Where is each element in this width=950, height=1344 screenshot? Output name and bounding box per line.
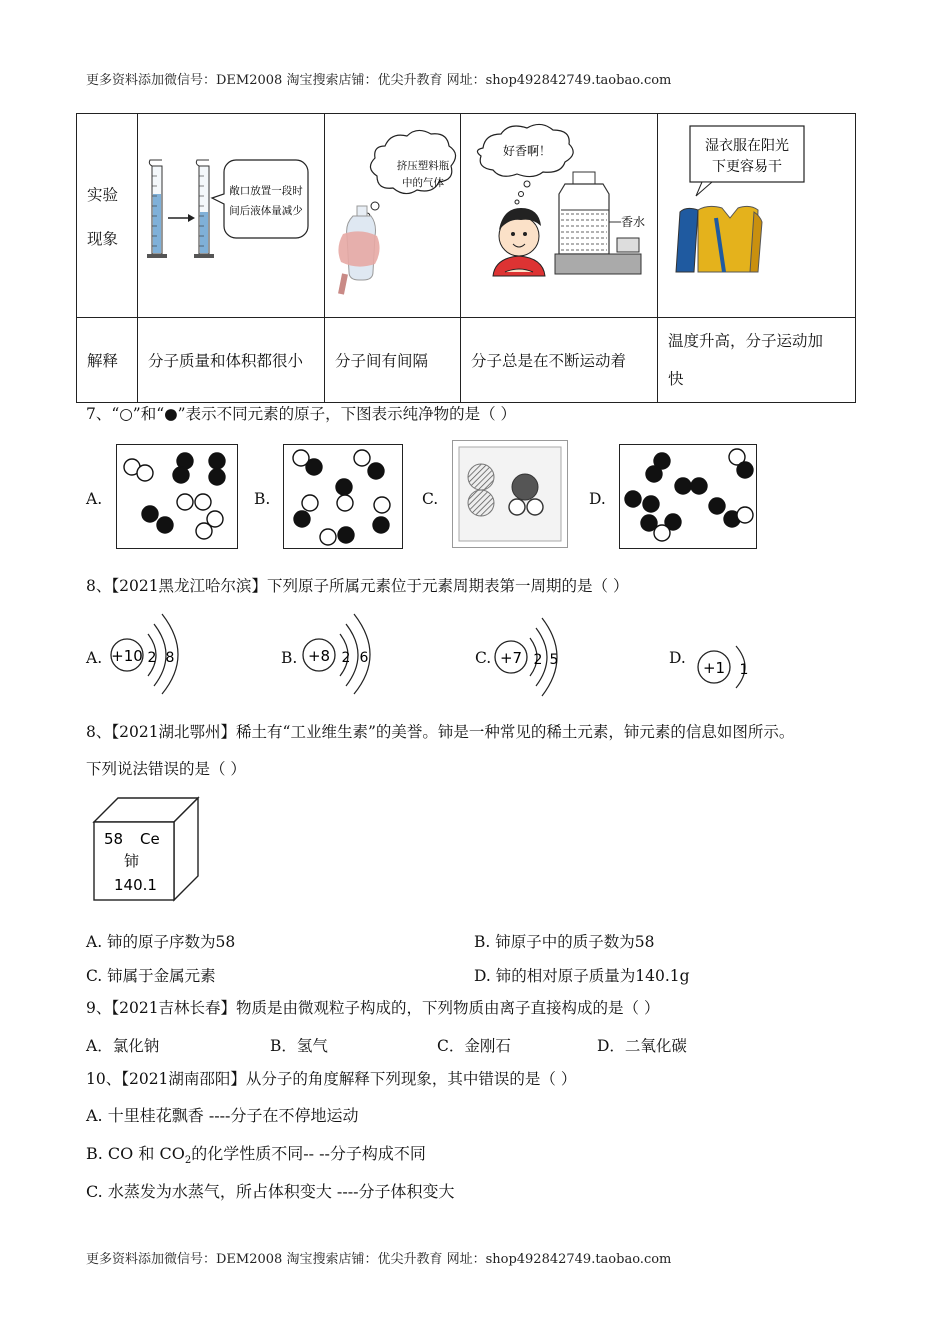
q8b-option-a: A. 铈的原子序数为58 <box>86 933 236 951</box>
q8b-stem-line1: 8、【2021湖北鄂州】稀土有“工业维生素”的美誉。铈是一种常见的稀土元素，铈元素的信息如图所示。 <box>86 723 795 741</box>
phenomenon-label-line1: 实验 <box>87 185 119 204</box>
q8a-label-b: B. <box>281 649 298 667</box>
perfume-label: 香水 <box>621 215 646 229</box>
q9-option-b: B．氢气 <box>270 1037 328 1055</box>
page-footer: 更多资料添加微信号：DEM2008 淘宝搜索店铺：优尖升教育 网址：shop492842749.taobao.com <box>86 1252 672 1267</box>
cerium-name: 铈 <box>124 852 140 870</box>
q10-option-b-sub: 2 <box>184 1155 192 1167</box>
cerium-symbol: Ce <box>140 830 160 848</box>
explanation-4-line1: 温度升高，分子运动加 <box>668 332 824 350</box>
atom-a-nucleus: +10 <box>111 647 143 665</box>
q7-option-d-particles <box>620 445 756 548</box>
clothes-illustration-cell <box>658 114 856 318</box>
q9-stem: 9、【2021吉林长春】物质是由微观粒子构成的，下列物质由离子直接构成的是（ ） <box>86 999 660 1017</box>
bubble1-line2: 间后液体量减少 <box>229 205 303 217</box>
atom-c-nucleus: +7 <box>499 649 523 667</box>
q8a-stem: 8、【2021黑龙江哈尔滨】下列原子所属元素位于元素周期表第一周期的是（ ） <box>86 577 629 595</box>
explanation-3: 分子总是在不断运动着 <box>461 318 658 403</box>
q10-option-a: A. 十里桂花飘香 ----分子在不停地运动 <box>86 1106 359 1125</box>
experiment-table <box>76 113 856 403</box>
q7-label-c: C. <box>422 490 439 508</box>
q8b-option-d: D. 铈的相对原子质量为140.1g <box>474 967 690 985</box>
q8b-option-b: B. 铈原子中的质子数为58 <box>474 933 655 951</box>
drying-clothes-illustration <box>658 114 854 313</box>
bottle-illustration-cell <box>325 114 461 318</box>
q7-option-b-particles <box>284 445 402 548</box>
atom-a-shell2: 8 <box>165 650 175 666</box>
bubble3-text: 好香啊！ <box>502 144 552 158</box>
atom-a-shell1: 2 <box>147 650 157 666</box>
q7-option-c-particles <box>453 441 567 547</box>
q10-stem: 10、【2021湖南邵阳】从分子的角度解释下列现象，其中错误的是（ ） <box>86 1070 577 1088</box>
perfume-illustration-cell <box>461 114 658 318</box>
explanation-label: 解释 <box>77 318 138 403</box>
bubble4-line1: 湿衣服在阳光 <box>705 138 789 154</box>
bubble2-line2: 中的气体 <box>402 177 444 189</box>
q7-label-d: D. <box>589 490 606 508</box>
q8a-atom-a <box>106 610 186 696</box>
q7-option-c-box <box>452 440 568 548</box>
q10-option-b-post: 的化学性质不同-- --分子构成不同 <box>191 1144 426 1163</box>
bubble4-line2: 下更容易干 <box>712 159 782 175</box>
q9-option-c: C．金刚石 <box>437 1037 511 1055</box>
phenomenon-label <box>77 114 138 318</box>
perfume-smell-illustration <box>461 114 656 313</box>
atom-b-nucleus: +8 <box>307 647 331 665</box>
q8b-option-c: C. 铈属于金属元素 <box>86 967 216 985</box>
atom-d-nucleus: +1 <box>702 659 726 677</box>
explanation-2: 分子间有间隔 <box>325 318 461 403</box>
q10-option-c: C. 水蒸发为水蒸气，所占体积变大 ----分子体积变大 <box>86 1182 455 1201</box>
atom-b-shell1: 2 <box>341 650 351 666</box>
cerium-number: 58 <box>104 830 124 848</box>
q7-label-b: B. <box>254 490 271 508</box>
q7-label-a: A. <box>86 490 103 508</box>
squeezed-bottle-illustration <box>325 114 459 313</box>
q8a-label-c: C. <box>475 649 492 667</box>
q10-option-b <box>86 1141 426 1166</box>
q8a-atom-d <box>694 638 754 698</box>
bubble2-line1: 挤压塑料瓶 <box>396 160 450 172</box>
explanation-4-line2: 快 <box>668 370 684 388</box>
atom-b-shell2: 6 <box>359 650 369 666</box>
graduated-cylinders-illustration <box>138 114 323 313</box>
atom-c-shell1: 2 <box>533 652 543 668</box>
atom-c-shell2: 5 <box>549 652 559 668</box>
q8a-label-d: D. <box>669 649 686 667</box>
atom-d-shell1: 1 <box>739 662 749 678</box>
q7-option-a-particles <box>117 445 237 548</box>
q8a-atom-c <box>490 612 570 698</box>
explanation-1: 分子质量和体积都很小 <box>138 318 325 403</box>
cerium-element-card <box>92 796 202 902</box>
q8a-label-a: A. <box>86 649 103 667</box>
cerium-mass: 140.1 <box>114 876 157 894</box>
q7-option-d-box <box>619 444 757 549</box>
bubble1-line1: 敞口放置一段时 <box>229 185 303 197</box>
cylinder-illustration-cell <box>138 114 325 318</box>
q7-stem: 7、“○”和“●”表示不同元素的原子，下图表示纯净物的是（ ） <box>86 405 517 423</box>
q9-option-a: A．氯化钠 <box>86 1037 160 1055</box>
q7-option-a-box <box>116 444 238 549</box>
q10-option-b-pre: B. CO 和 CO <box>86 1144 185 1163</box>
q8b-stem-line2: 下列说法错误的是（ ） <box>86 760 246 778</box>
page-header: 更多资料添加微信号：DEM2008 淘宝搜索店铺：优尖升教育 网址：shop492842749.taobao.com <box>86 73 672 88</box>
q8a-atom-b <box>298 610 378 696</box>
q7-option-b-box <box>283 444 403 549</box>
q9-option-d: D．二氧化碳 <box>597 1037 687 1055</box>
phenomenon-label-line2: 现象 <box>87 229 119 248</box>
explanation-4 <box>658 318 856 403</box>
